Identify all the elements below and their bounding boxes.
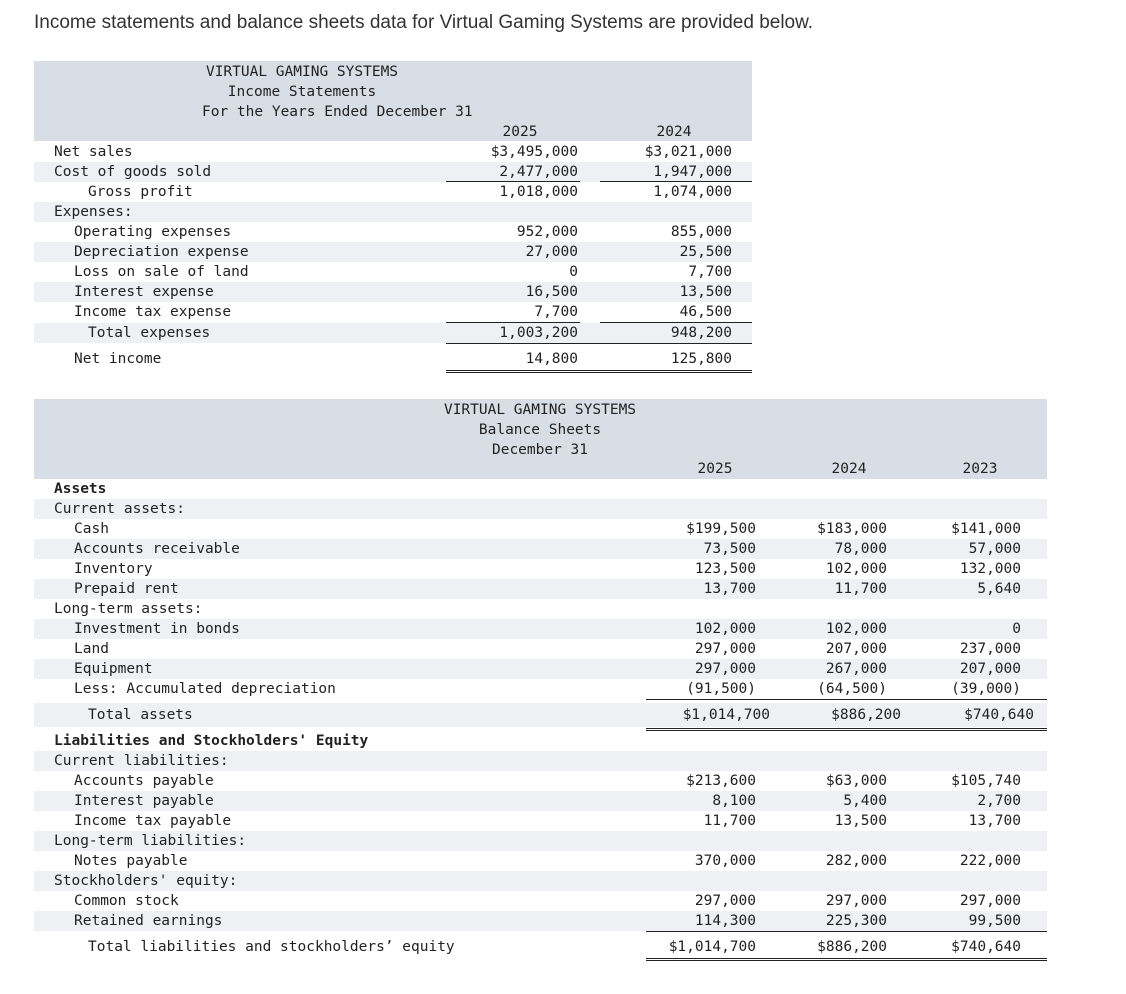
balance-company: VIRTUAL GAMING SYSTEMS: [443, 402, 637, 418]
row-label: Accounts payable: [74, 773, 214, 789]
row-label: Interest expense: [74, 284, 214, 300]
value-2023: 207,000: [959, 661, 1021, 677]
balance-year-2025: 2025: [697, 461, 733, 477]
value-2023: $141,000: [951, 521, 1021, 537]
income-year-2024: 2024: [656, 124, 692, 140]
balance-row: [34, 539, 1047, 559]
balance-row: [34, 811, 1047, 831]
value-2023: (39,000): [951, 681, 1021, 697]
value-2025: 297,000: [694, 661, 756, 677]
value-2024: 1,947,000: [653, 164, 732, 180]
value-2025: 11,700: [703, 813, 756, 829]
income-row: [34, 242, 752, 262]
row-label: Net income: [74, 351, 162, 367]
value-2024: 5,400: [843, 793, 887, 809]
value-2024: 855,000: [670, 224, 732, 240]
value-2024: $886,200: [817, 939, 887, 955]
row-label: Total liabilities and stockholders’ equity: [88, 939, 455, 955]
value-2024: 225,300: [825, 913, 887, 929]
value-2025: 8,100: [712, 793, 756, 809]
row-label: Land: [74, 641, 109, 657]
row-label: Total assets: [88, 707, 193, 723]
value-2025: 7,700: [534, 304, 578, 320]
value-2024: 13,500: [679, 284, 732, 300]
row-label: Current assets:: [54, 501, 185, 517]
value-2024: 102,000: [825, 561, 887, 577]
income-row: [34, 302, 752, 322]
section-heading: Liabilities and Stockholders' Equity: [54, 733, 369, 749]
balance-period: December 31: [491, 442, 589, 458]
value-2025: 114,300: [694, 913, 756, 929]
value-2023: $740,640: [951, 939, 1021, 955]
balance-row: [34, 599, 1047, 619]
balance-row: [34, 771, 1047, 791]
balance-row: [34, 791, 1047, 811]
balance-row: [34, 891, 1047, 911]
value-2024: $886,200: [831, 707, 901, 723]
income-row: [34, 202, 752, 222]
balance-sheet: [34, 399, 1047, 969]
row-label: Depreciation expense: [74, 244, 249, 260]
row-label: Common stock: [74, 893, 179, 909]
row-label: Retained earnings: [74, 913, 223, 929]
value-2025: 123,500: [694, 561, 756, 577]
balance-row: [34, 851, 1047, 871]
balance-row: [34, 911, 1047, 931]
income-row: [34, 262, 752, 282]
value-2025: (91,500): [686, 681, 756, 697]
row-label: Less: Accumulated depreciation: [74, 681, 336, 697]
value-2024: 267,000: [825, 661, 887, 677]
row-label: Total expenses: [88, 325, 211, 341]
double-underline: [646, 958, 1047, 961]
value-2025: 13,700: [703, 581, 756, 597]
balance-row: [34, 703, 1047, 727]
row-label: Income tax payable: [74, 813, 232, 829]
value-2024: 7,700: [688, 264, 732, 280]
value-2024: $183,000: [817, 521, 887, 537]
value-2024: 948,200: [670, 325, 732, 341]
balance-row: [34, 751, 1047, 771]
income-year-2025: 2025: [502, 124, 538, 140]
value-2025: 14,800: [525, 351, 578, 367]
income-row: [34, 282, 752, 302]
row-label: Accounts receivable: [74, 541, 240, 557]
value-2023: $740,640: [964, 707, 1034, 723]
underline: [646, 931, 1047, 932]
balance-row: [34, 619, 1047, 639]
value-2024: 282,000: [825, 853, 887, 869]
balance-row: [34, 519, 1047, 539]
row-label: Cash: [74, 521, 109, 537]
income-company: VIRTUAL GAMING SYSTEMS: [205, 64, 399, 80]
row-label: Inventory: [74, 561, 153, 577]
row-label: Equipment: [74, 661, 153, 677]
value-2023: 13,700: [968, 813, 1021, 829]
value-2023: 99,500: [968, 913, 1021, 929]
row-label: Operating expenses: [74, 224, 232, 240]
value-2023: 0: [1012, 621, 1021, 637]
value-2025: 2,477,000: [499, 164, 578, 180]
value-2024: (64,500): [817, 681, 887, 697]
row-label: Interest payable: [74, 793, 214, 809]
value-2024: 1,074,000: [653, 184, 732, 200]
row-label: Prepaid rent: [74, 581, 179, 597]
value-2025: 370,000: [694, 853, 756, 869]
row-label: Gross profit: [88, 184, 193, 200]
value-2024: 11,700: [834, 581, 887, 597]
row-label: Expenses:: [54, 204, 133, 220]
balance-row: [34, 499, 1047, 519]
row-label: Income tax expense: [74, 304, 232, 320]
value-2023: 5,640: [977, 581, 1021, 597]
value-2025: 73,500: [703, 541, 756, 557]
balance-row: [34, 831, 1047, 851]
value-2025: 102,000: [694, 621, 756, 637]
income-row: [34, 182, 752, 202]
row-label: Long-term assets:: [54, 601, 203, 617]
row-label: Stockholders' equity:: [54, 873, 238, 889]
income-statement: [34, 61, 752, 381]
row-label: Long-term liabilities:: [54, 833, 247, 849]
balance-title: Balance Sheets: [478, 422, 602, 438]
value-2025: 297,000: [694, 641, 756, 657]
income-row: [34, 142, 752, 162]
balance-row: [34, 937, 1047, 957]
income-row: [34, 349, 752, 369]
balance-year-2023: 2023: [962, 461, 998, 477]
income-row: [34, 323, 752, 343]
value-2023: 132,000: [959, 561, 1021, 577]
intro-text: Income statements and balance sheets data for Virtual Gaming Systems are provided below.: [34, 12, 814, 33]
income-row: [34, 162, 752, 182]
value-2023: 222,000: [959, 853, 1021, 869]
income-title: Income Statements: [227, 84, 377, 100]
underline: [646, 699, 1047, 700]
value-2023: $105,740: [951, 773, 1021, 789]
row-label: Net sales: [54, 144, 133, 160]
double-underline: [446, 370, 752, 373]
value-2024: 78,000: [834, 541, 887, 557]
value-2024: 125,800: [670, 351, 732, 367]
row-label: Cost of goods sold: [54, 164, 212, 180]
value-2025: 952,000: [516, 224, 578, 240]
value-2024: 102,000: [825, 621, 887, 637]
value-2025: 27,000: [525, 244, 578, 260]
value-2024: 13,500: [834, 813, 887, 829]
value-2025: $1,014,700: [668, 939, 756, 955]
row-label: Notes payable: [74, 853, 188, 869]
section-heading: Assets: [54, 481, 107, 497]
balance-year-2024: 2024: [831, 461, 867, 477]
value-2024: $3,021,000: [644, 144, 732, 160]
balance-row: [34, 731, 1047, 751]
income-row: [34, 222, 752, 242]
value-2023: 297,000: [959, 893, 1021, 909]
row-label: Investment in bonds: [74, 621, 240, 637]
value-2025: $1,014,700: [682, 707, 770, 723]
row-label: Loss on sale of land: [74, 264, 249, 280]
value-2024: 25,500: [679, 244, 732, 260]
value-2024: 46,500: [679, 304, 732, 320]
value-2025: $199,500: [686, 521, 756, 537]
balance-row: [34, 559, 1047, 579]
value-2025: $213,600: [686, 773, 756, 789]
balance-row: [34, 871, 1047, 891]
underline: [446, 343, 752, 344]
value-2025: 1,003,200: [499, 325, 578, 341]
income-period: For the Years Ended December 31: [202, 104, 473, 120]
value-2025: 297,000: [694, 893, 756, 909]
balance-row: [34, 479, 1047, 499]
value-2024: 207,000: [825, 641, 887, 657]
balance-row: [34, 579, 1047, 599]
balance-row: [34, 659, 1047, 679]
value-2023: 237,000: [959, 641, 1021, 657]
value-2024: 297,000: [825, 893, 887, 909]
value-2025: 1,018,000: [499, 184, 578, 200]
value-2025: 16,500: [525, 284, 578, 300]
value-2025: 0: [569, 264, 578, 280]
value-2025: $3,495,000: [490, 144, 578, 160]
value-2024: $63,000: [825, 773, 887, 789]
balance-row: [34, 679, 1047, 699]
row-label: Current liabilities:: [54, 753, 229, 769]
value-2023: 57,000: [968, 541, 1021, 557]
value-2023: 2,700: [977, 793, 1021, 809]
balance-row: [34, 639, 1047, 659]
